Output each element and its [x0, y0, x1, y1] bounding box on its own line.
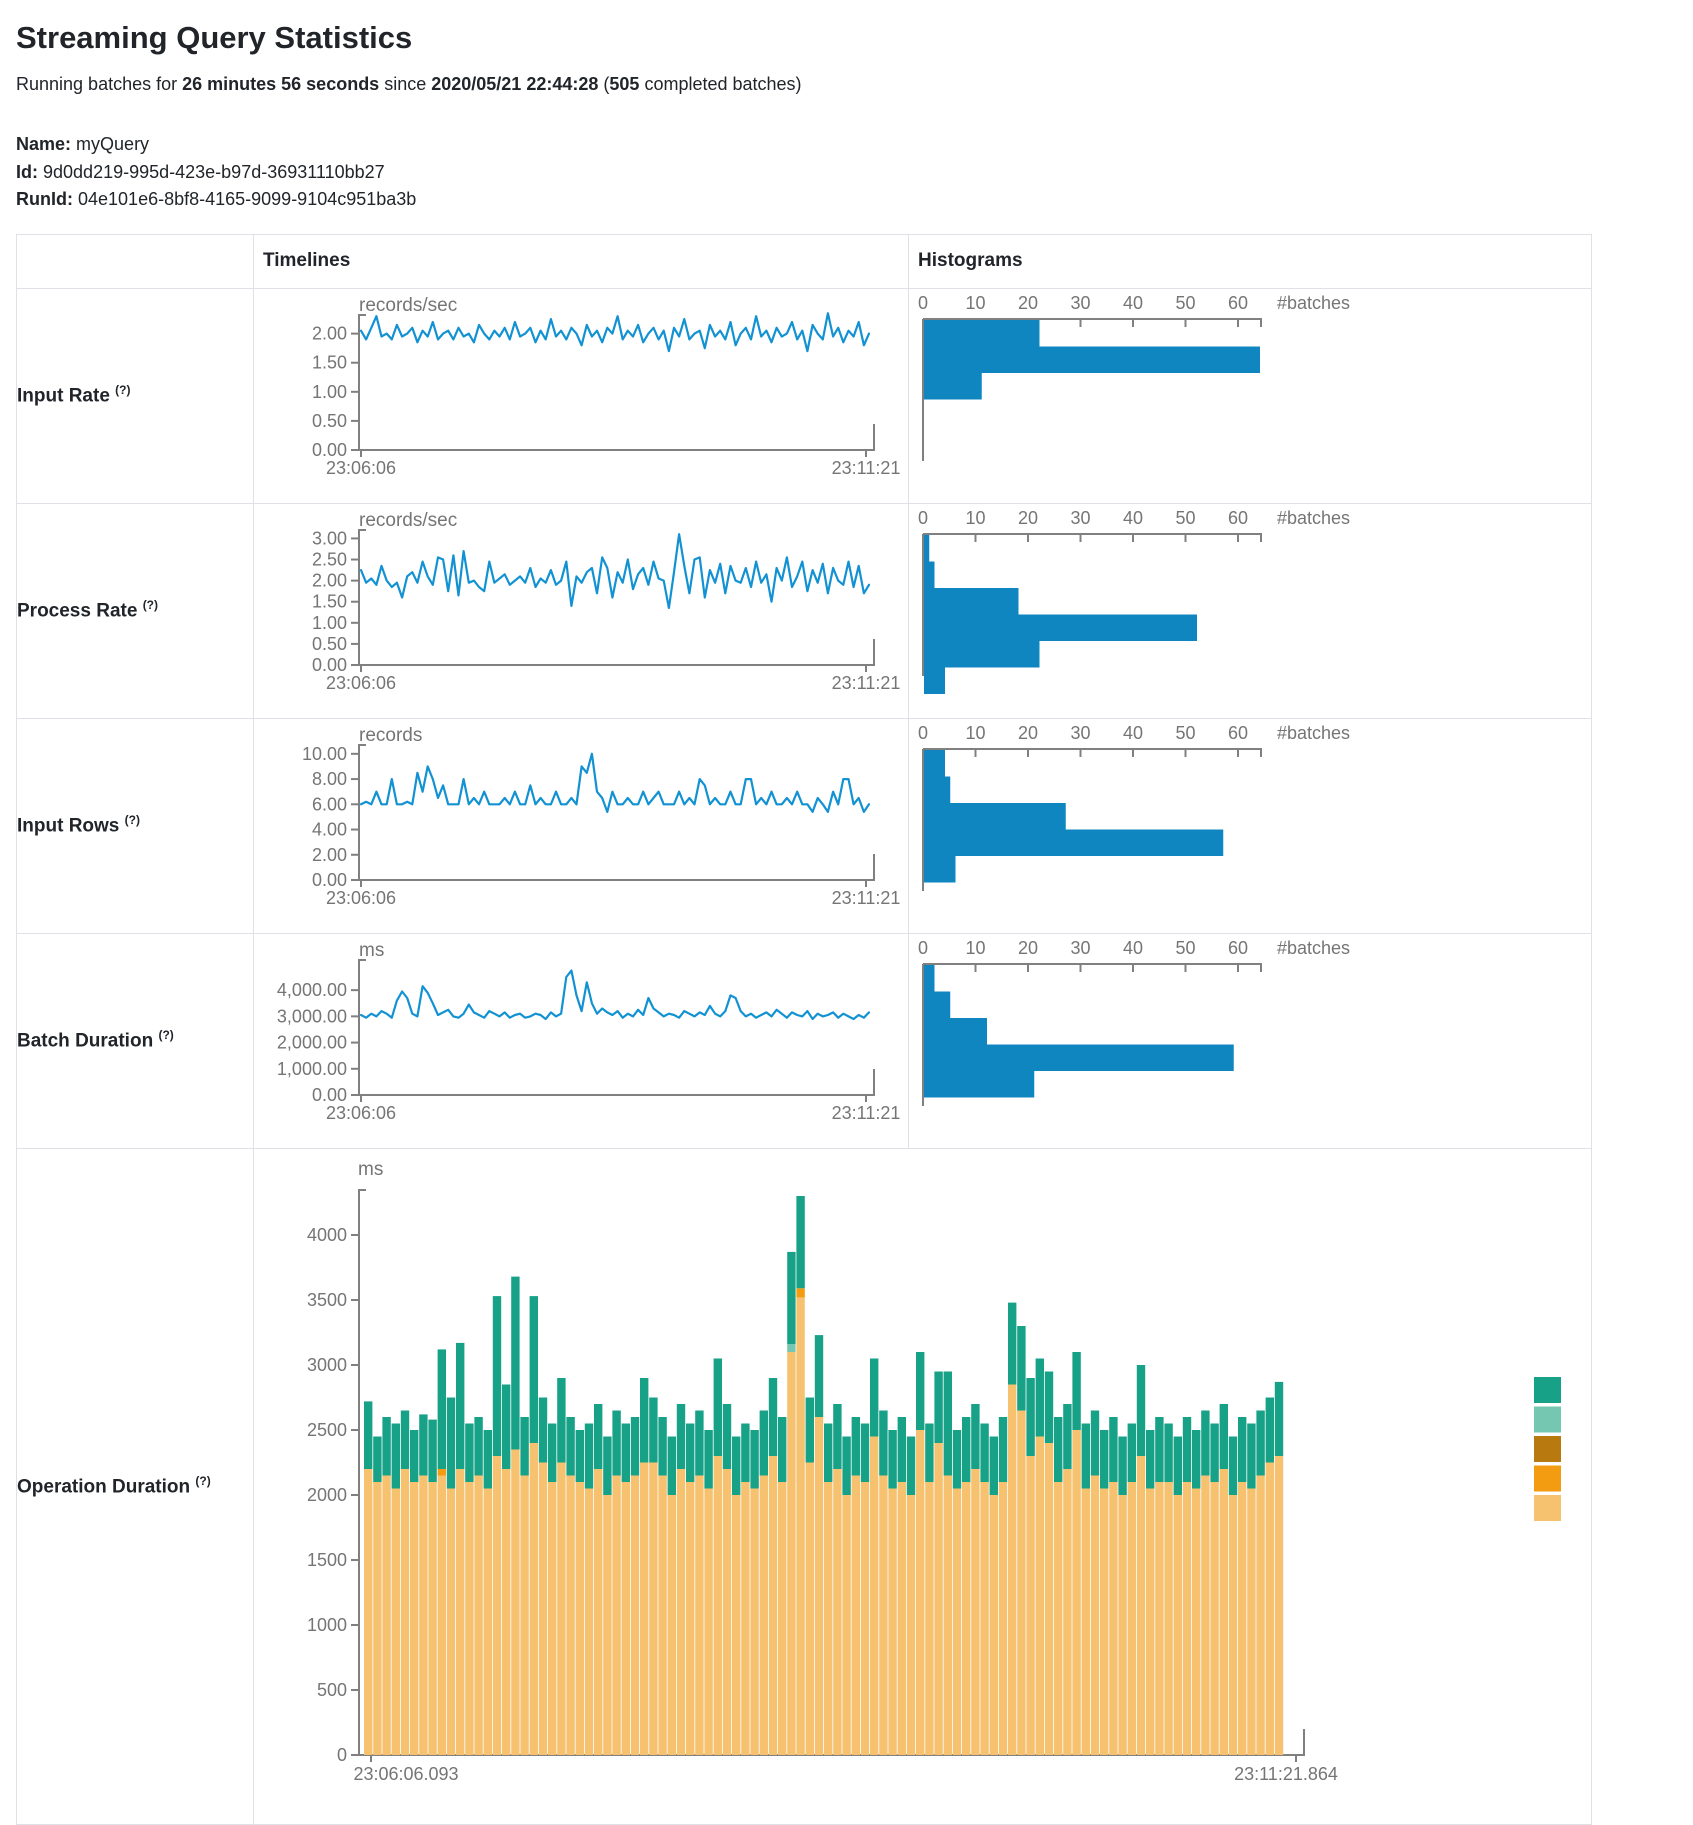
svg-text:23:11:21.864: 23:11:21.864 [1234, 1763, 1338, 1784]
svg-text:20: 20 [1017, 507, 1039, 528]
svg-text:10.00: 10.00 [301, 743, 347, 764]
svg-text:2.50: 2.50 [311, 549, 347, 570]
svg-text:3500: 3500 [306, 1289, 347, 1310]
svg-text:records/sec: records/sec [359, 509, 458, 531]
svg-text:20: 20 [1017, 937, 1039, 958]
input-rate-label: Input Rate [17, 385, 110, 407]
svg-text:6.00: 6.00 [311, 793, 347, 814]
input-rate-label-cell [17, 288, 254, 503]
svg-text:50: 50 [1175, 292, 1196, 313]
query-id-row [16, 159, 1677, 187]
subtitle-paren: ( [598, 74, 610, 94]
svg-text:1.50: 1.50 [311, 591, 347, 612]
input-rows-help-icon[interactable]: (?) [124, 813, 140, 828]
page-title: Streaming Query Statistics [16, 20, 413, 55]
svg-text:30: 30 [1070, 722, 1091, 743]
batch-duration-histogram-cell [909, 933, 1592, 1148]
query-name-row [16, 131, 1677, 159]
svg-text:1000: 1000 [306, 1614, 347, 1635]
svg-text:records: records [359, 724, 423, 746]
svg-text:0.00: 0.00 [311, 439, 347, 460]
svg-text:20: 20 [1017, 292, 1039, 313]
svg-text:23:06:06: 23:06:06 [325, 672, 397, 693]
svg-text:8.00: 8.00 [311, 768, 347, 789]
svg-text:0.50: 0.50 [311, 410, 347, 431]
svg-text:1,000.00: 1,000.00 [276, 1058, 347, 1079]
svg-text:records/sec: records/sec [359, 294, 458, 316]
svg-text:3.00: 3.00 [311, 527, 347, 548]
svg-text:0: 0 [917, 507, 929, 528]
input-rows-histogram-cell [909, 718, 1592, 933]
operation-duration-row [17, 1148, 1592, 1824]
batch-duration-label: Batch Duration [17, 1030, 154, 1052]
process-rate-histogram-chart [909, 504, 1591, 717]
subtitle-prefix: Running batches for [16, 74, 183, 94]
runid-label: RunId: [16, 189, 73, 209]
subtitle-suffix: completed batches) [639, 74, 802, 94]
operation-duration-stacked-chart [254, 1149, 1591, 1821]
svg-text:0.00: 0.00 [311, 654, 347, 675]
id-label: Id: [16, 161, 38, 182]
svg-text:0: 0 [336, 1744, 347, 1765]
svg-text:23:06:06: 23:06:06 [325, 887, 397, 908]
input-rows-timeline-chart [254, 719, 908, 932]
svg-text:20: 20 [1017, 722, 1039, 743]
svg-text:0: 0 [917, 937, 929, 958]
svg-text:0: 0 [917, 722, 929, 743]
svg-text:#batches: #batches [1277, 507, 1351, 528]
process-rate-help-icon[interactable]: (?) [142, 598, 159, 613]
svg-text:#batches: #batches [1277, 722, 1351, 743]
svg-text:10: 10 [965, 507, 986, 528]
svg-text:23:11:21: 23:11:21 [831, 457, 901, 478]
svg-text:23:06:06.093: 23:06:06.093 [353, 1763, 459, 1784]
process-rate-label: Process Rate [17, 600, 138, 622]
operation-duration-help-icon[interactable]: (?) [195, 1473, 211, 1488]
svg-text:30: 30 [1070, 292, 1091, 313]
svg-text:30: 30 [1070, 507, 1091, 528]
svg-text:4,000.00: 4,000.00 [276, 979, 347, 1000]
svg-text:2.00: 2.00 [311, 570, 347, 591]
svg-text:30: 30 [1070, 937, 1091, 958]
svg-text:0.50: 0.50 [311, 633, 347, 654]
input-rows-row [17, 718, 1592, 933]
name-label: Name: [16, 134, 72, 154]
svg-text:23:11:21: 23:11:21 [831, 1102, 901, 1123]
svg-text:50: 50 [1175, 507, 1196, 528]
input-rate-histogram-cell [909, 288, 1592, 503]
svg-text:10: 10 [965, 937, 986, 958]
svg-text:500: 500 [316, 1679, 347, 1700]
svg-text:4.00: 4.00 [311, 819, 347, 840]
process-rate-label-cell [17, 503, 254, 718]
svg-text:40: 40 [1122, 722, 1144, 743]
name-value: myQuery [76, 134, 150, 154]
input-rows-label: Input Rows [17, 815, 120, 837]
svg-text:40: 40 [1122, 292, 1144, 313]
svg-text:0.00: 0.00 [311, 1084, 347, 1105]
svg-text:1.00: 1.00 [311, 381, 347, 402]
svg-text:ms: ms [358, 1158, 384, 1180]
input-rows-label-cell [17, 718, 254, 933]
histograms-column-header: Histograms [909, 234, 1592, 288]
svg-text:23:06:06: 23:06:06 [325, 457, 397, 478]
svg-text:2,000.00: 2,000.00 [276, 1032, 347, 1053]
batch-duration-timeline-chart [254, 934, 908, 1147]
svg-text:60: 60 [1227, 722, 1249, 743]
process-rate-row [17, 503, 1592, 718]
id-value: 9d0dd219-995d-423e-b97d-36931110bb27 [43, 161, 385, 182]
subtitle-mid: since [379, 74, 432, 94]
process-rate-histogram-cell [909, 503, 1592, 718]
operation-duration-label: Operation Duration [17, 1476, 191, 1498]
svg-text:60: 60 [1227, 937, 1249, 958]
svg-text:60: 60 [1227, 292, 1249, 313]
batch-duration-histogram-chart [909, 934, 1591, 1147]
svg-text:3,000.00: 3,000.00 [276, 1005, 347, 1026]
batch-duration-help-icon[interactable]: (?) [158, 1028, 174, 1043]
subtitle [16, 74, 1677, 95]
input-rate-timeline-cell [254, 288, 909, 503]
svg-text:50: 50 [1175, 722, 1196, 743]
svg-text:23:11:21: 23:11:21 [831, 672, 901, 693]
corner-cell [17, 234, 254, 288]
query-meta [16, 131, 1677, 214]
svg-text:1500: 1500 [306, 1549, 347, 1570]
svg-text:2000: 2000 [306, 1484, 347, 1505]
svg-text:60: 60 [1227, 507, 1249, 528]
input-rate-row [17, 288, 1592, 503]
svg-text:#batches: #batches [1277, 937, 1351, 958]
input-rate-help-icon[interactable]: (?) [115, 383, 131, 398]
running-duration: 26 minutes 56 seconds [182, 74, 380, 94]
operation-duration-chart-cell [254, 1148, 1592, 1824]
process-rate-timeline-chart [254, 504, 908, 717]
batch-duration-row [17, 933, 1592, 1148]
process-rate-timeline-cell [254, 503, 909, 718]
svg-text:3000: 3000 [306, 1354, 347, 1375]
svg-text:1.00: 1.00 [311, 612, 347, 633]
svg-text:40: 40 [1122, 937, 1144, 958]
svg-text:1.50: 1.50 [311, 352, 347, 373]
svg-text:ms: ms [359, 939, 385, 961]
input-rate-histogram-chart [909, 289, 1591, 502]
svg-text:2500: 2500 [306, 1419, 347, 1440]
svg-text:23:11:21: 23:11:21 [831, 887, 901, 908]
svg-text:#batches: #batches [1277, 292, 1351, 313]
svg-text:40: 40 [1122, 507, 1144, 528]
input-rows-timeline-cell [254, 718, 909, 933]
start-time: 2020/05/21 22:44:28 [431, 74, 599, 94]
svg-text:10: 10 [965, 722, 986, 743]
statistics-table [16, 234, 1592, 1825]
completed-batches-count: 505 [609, 74, 640, 94]
svg-text:2.00: 2.00 [311, 323, 347, 344]
svg-text:50: 50 [1175, 937, 1196, 958]
runid-value: 04e101e6-8bf8-4165-9099-9104c951ba3b [78, 189, 417, 209]
svg-text:2.00: 2.00 [311, 844, 347, 865]
input-rate-timeline-chart [254, 289, 908, 502]
query-runid-row [16, 186, 1677, 214]
svg-text:0.00: 0.00 [311, 869, 347, 890]
batch-duration-label-cell [17, 933, 254, 1148]
svg-text:10: 10 [965, 292, 986, 313]
timelines-column-header: Timelines [254, 234, 909, 288]
table-header-row [17, 234, 1592, 288]
svg-text:4000: 4000 [306, 1224, 347, 1245]
input-rows-histogram-chart [909, 719, 1591, 932]
batch-duration-timeline-cell [254, 933, 909, 1148]
svg-text:23:06:06: 23:06:06 [325, 1102, 397, 1123]
operation-duration-label-cell [17, 1148, 254, 1824]
svg-text:0: 0 [917, 292, 929, 313]
